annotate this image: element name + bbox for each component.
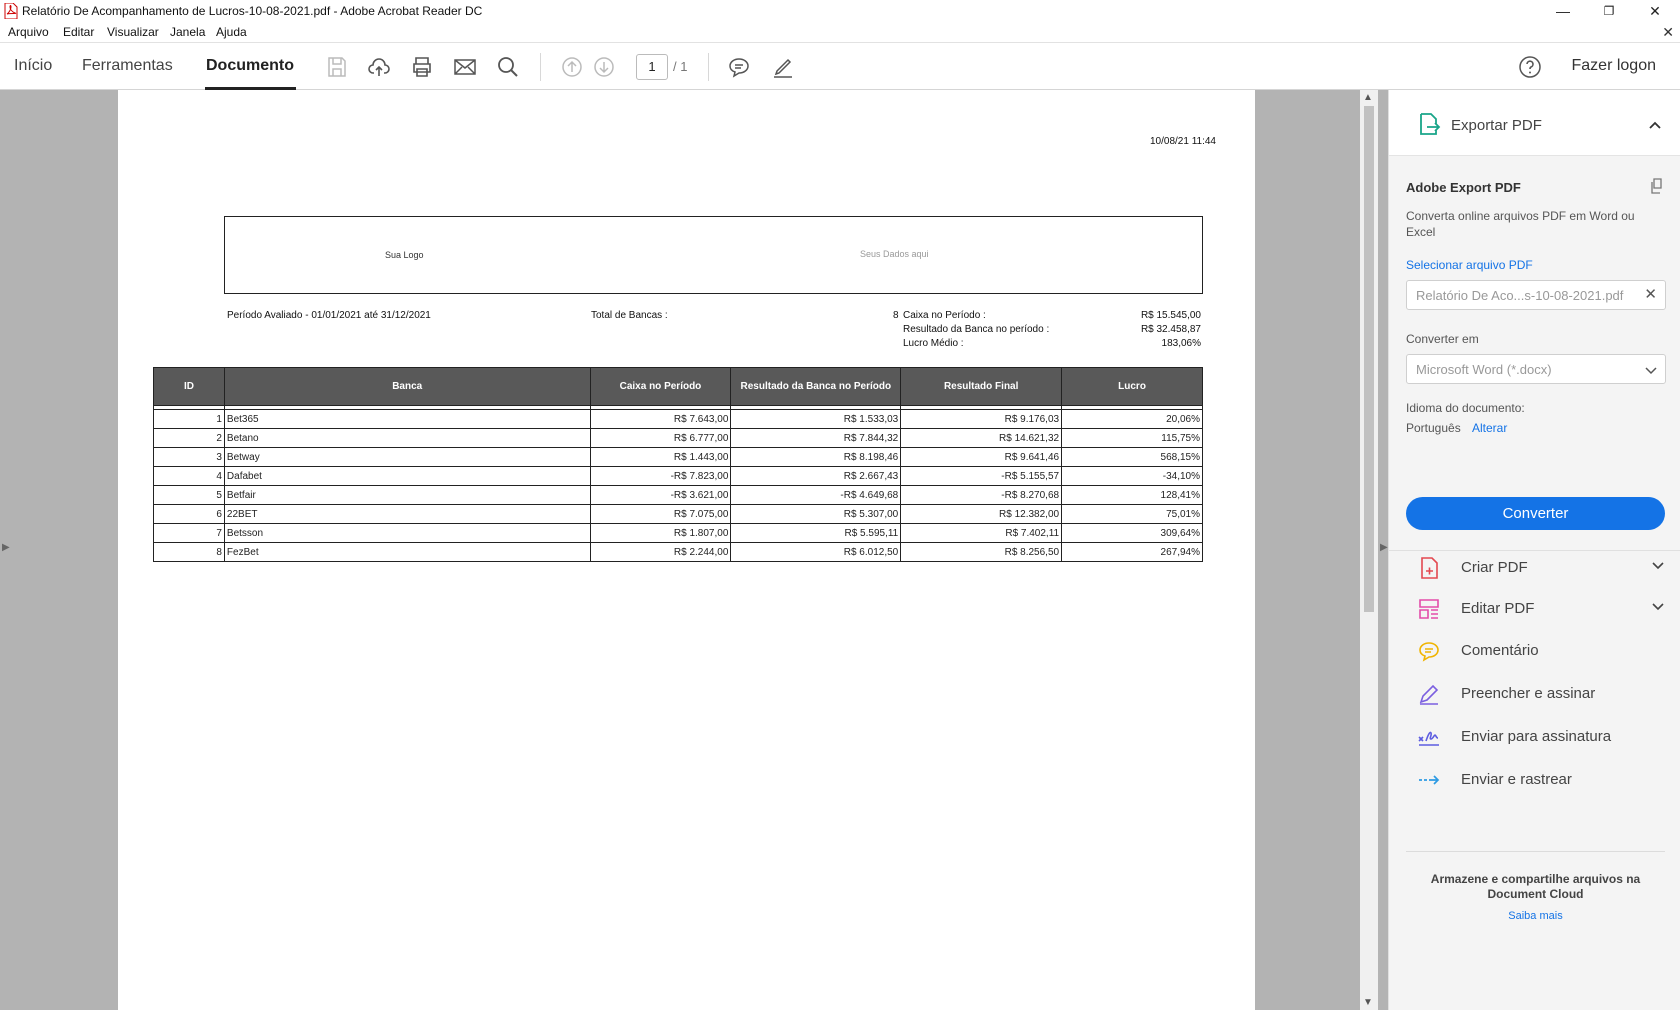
toolbar-separator xyxy=(540,53,541,81)
cell-banca: Betano xyxy=(224,429,590,448)
email-icon[interactable] xyxy=(453,55,477,79)
vertical-scrollbar[interactable] xyxy=(1360,90,1378,1010)
toolbar-separator xyxy=(708,53,709,81)
scroll-up-icon[interactable]: ▲ xyxy=(1363,92,1373,103)
select-file-link[interactable]: Selecionar arquivo PDF xyxy=(1406,258,1533,272)
tool-fill-sign[interactable] xyxy=(1417,678,1667,710)
left-panel-toggle-icon[interactable]: ▶ xyxy=(2,542,10,553)
right-panel-toggle-icon[interactable]: ▶ xyxy=(1380,542,1388,553)
toolbar xyxy=(0,42,1680,90)
cell-resultado-banca: R$ 5.595,11 xyxy=(731,524,901,543)
send-track-icon xyxy=(1417,768,1441,792)
document-viewport[interactable] xyxy=(0,90,1388,1010)
tab-ferramentas[interactable]: Ferramentas xyxy=(82,57,173,74)
cell-id: 7 xyxy=(154,524,225,543)
create-pdf-icon xyxy=(1417,556,1441,580)
cell-lucro: 568,15% xyxy=(1062,448,1203,467)
cell-lucro: 128,41% xyxy=(1062,486,1203,505)
cell-banca: Dafabet xyxy=(224,467,590,486)
cell-caixa: R$ 7.075,00 xyxy=(590,505,731,524)
cell-caixa: R$ 7.643,00 xyxy=(590,410,731,429)
previous-page-icon[interactable] xyxy=(560,55,584,79)
export-pdf-header[interactable] xyxy=(1389,90,1680,156)
cell-resultado-banca: R$ 8.198,46 xyxy=(731,448,901,467)
convert-format-value: Microsoft Word (*.docx) xyxy=(1416,362,1552,377)
menu-bar xyxy=(0,22,1680,42)
cell-lucro: 75,01% xyxy=(1062,505,1203,524)
search-icon[interactable] xyxy=(496,55,520,79)
next-page-icon[interactable] xyxy=(592,55,616,79)
cell-resultado-final: R$ 7.402,11 xyxy=(901,524,1062,543)
tool-create-pdf[interactable] xyxy=(1417,552,1667,584)
table-row xyxy=(154,448,1203,467)
cell-caixa: -R$ 7.823,00 xyxy=(590,467,731,486)
copy-files-icon[interactable] xyxy=(1649,178,1665,194)
pdf-page xyxy=(118,90,1255,1010)
cell-resultado-final: -R$ 5.155,57 xyxy=(901,467,1062,486)
tool-comment[interactable] xyxy=(1417,635,1667,667)
total-banks-value: 8 xyxy=(893,310,899,321)
save-icon[interactable] xyxy=(325,55,349,79)
logo-placeholder: Sua Logo xyxy=(385,250,424,260)
summary-label: Lucro Médio : xyxy=(903,338,964,349)
tool-send-signature[interactable] xyxy=(1417,721,1667,753)
column-header: ID xyxy=(154,368,225,406)
selected-file-field[interactable] xyxy=(1406,280,1666,310)
cell-caixa: R$ 1.807,00 xyxy=(590,524,731,543)
document-language-label: Idioma do documento: xyxy=(1406,401,1525,415)
convert-to-label: Converter em xyxy=(1406,332,1479,346)
cell-caixa: -R$ 3.621,00 xyxy=(590,486,731,505)
cell-lucro: 115,75% xyxy=(1062,429,1203,448)
total-banks-label: Total de Bancas : xyxy=(591,310,668,321)
cell-resultado-banca: R$ 2.667,43 xyxy=(731,467,901,486)
menu-editar[interactable]: Editar xyxy=(63,25,95,39)
cell-resultado-final: R$ 14.621,32 xyxy=(901,429,1062,448)
cell-banca: Betfair xyxy=(224,486,590,505)
chevron-down-icon[interactable] xyxy=(1651,600,1665,614)
cell-id: 6 xyxy=(154,505,225,524)
cell-resultado-banca: R$ 5.307,00 xyxy=(731,505,901,524)
minimize-button[interactable]: — xyxy=(1556,3,1570,19)
tab-inicio[interactable]: Início xyxy=(14,57,53,74)
cell-resultado-final: R$ 12.382,00 xyxy=(901,505,1062,524)
table-header-row xyxy=(154,368,1203,406)
cell-lucro: 20,06% xyxy=(1062,410,1203,429)
tool-edit-pdf[interactable] xyxy=(1417,593,1667,625)
cell-id: 3 xyxy=(154,448,225,467)
cell-banca: Betsson xyxy=(224,524,590,543)
restore-button[interactable]: ❐ xyxy=(1603,4,1615,18)
report-timestamp: 10/08/21 11:44 xyxy=(1150,136,1216,147)
cell-resultado-final: R$ 9.176,03 xyxy=(901,410,1062,429)
print-icon[interactable] xyxy=(410,55,434,79)
period-label: Período Avaliado - 01/01/2021 até 31/12/2021 xyxy=(227,310,431,321)
chevron-up-icon[interactable] xyxy=(1648,118,1662,132)
cell-id: 1 xyxy=(154,410,225,429)
table-row xyxy=(154,505,1203,524)
convert-button[interactable]: Converter xyxy=(1406,497,1665,530)
page-number-input[interactable]: 1 xyxy=(636,54,668,80)
title-bar xyxy=(0,0,1680,22)
menu-visualizar[interactable]: Visualizar xyxy=(107,25,159,39)
column-header: Lucro xyxy=(1062,368,1203,406)
tab-documento[interactable]: Documento xyxy=(206,57,294,74)
window-title: Relatório De Acompanhamento de Lucros-10-08-2021.pdf - Adobe Acrobat Reader DC xyxy=(22,4,483,18)
tool-label: Comentário xyxy=(1461,642,1539,659)
table-row xyxy=(154,524,1203,543)
cell-caixa: R$ 6.777,00 xyxy=(590,429,731,448)
pdf-file-icon xyxy=(4,3,18,19)
export-pdf-title: Exportar PDF xyxy=(1451,117,1542,134)
menu-ajuda[interactable]: Ajuda xyxy=(216,25,247,39)
fill-sign-icon xyxy=(1417,682,1441,706)
edit-pdf-icon xyxy=(1417,597,1441,621)
highlight-pen-icon[interactable] xyxy=(771,55,795,79)
cell-resultado-banca: R$ 1.533,03 xyxy=(731,410,901,429)
table-row xyxy=(154,410,1203,429)
document-language-value: Português xyxy=(1406,421,1461,435)
cell-banca: Bet365 xyxy=(224,410,590,429)
cell-resultado-banca: R$ 7.844,32 xyxy=(731,429,901,448)
document-cloud-promo: Armazene e compartilhe arquivos na Document Cloud xyxy=(1430,872,1641,901)
convert-format-select[interactable] xyxy=(1406,354,1666,384)
clear-file-icon[interactable]: ✕ xyxy=(1644,286,1657,303)
comment-icon xyxy=(1417,639,1441,663)
menu-arquivo[interactable]: Arquivo xyxy=(8,25,49,39)
summary-label: Resultado da Banca no período : xyxy=(903,324,1050,335)
table-row xyxy=(154,467,1203,486)
cell-resultado-banca: R$ 6.012,50 xyxy=(731,543,901,562)
page-total: / 1 xyxy=(673,59,688,74)
cell-caixa: R$ 1.443,00 xyxy=(590,448,731,467)
cell-lucro: 309,64% xyxy=(1062,524,1203,543)
column-header: Resultado Final xyxy=(901,368,1062,406)
table-row xyxy=(154,429,1203,448)
send-signature-icon xyxy=(1417,725,1441,749)
export-description: Converta online arquivos PDF em Word ou Excel xyxy=(1406,209,1635,239)
banks-table xyxy=(153,367,1203,562)
tool-send-track[interactable] xyxy=(1417,764,1667,796)
menu-janela[interactable]: Janela xyxy=(170,25,206,39)
data-placeholder: Seus Dados aqui xyxy=(860,249,929,259)
comment-icon[interactable] xyxy=(727,55,751,79)
export-pdf-icon xyxy=(1417,112,1441,136)
tool-label: Editar PDF xyxy=(1461,600,1535,617)
export-heading: Adobe Export PDF xyxy=(1406,180,1521,195)
column-header: Banca xyxy=(224,368,590,406)
tool-label: Enviar e rastrear xyxy=(1461,771,1572,788)
header-box xyxy=(224,216,1203,294)
summary-value: 183,06% xyxy=(1161,338,1201,349)
column-header: Caixa no Período xyxy=(590,368,731,406)
chevron-down-icon[interactable] xyxy=(1651,559,1665,573)
summary-label: Caixa no Período : xyxy=(903,310,986,321)
cell-resultado-final: R$ 8.256,50 xyxy=(901,543,1062,562)
tool-label: Preencher e assinar xyxy=(1461,685,1596,702)
close-document-button[interactable]: ✕ xyxy=(1662,24,1674,40)
chevron-down-icon xyxy=(1645,364,1657,376)
cell-resultado-final: R$ 9.641,46 xyxy=(901,448,1062,467)
cell-lucro: -34,10% xyxy=(1062,467,1203,486)
scroll-thumb[interactable] xyxy=(1364,106,1374,612)
cell-id: 2 xyxy=(154,429,225,448)
cell-id: 8 xyxy=(154,543,225,562)
close-window-button[interactable]: ✕ xyxy=(1649,2,1661,19)
change-language-link[interactable]: Alterar xyxy=(1472,421,1508,435)
footer-divider xyxy=(1406,851,1665,852)
learn-more-link[interactable]: Saiba mais xyxy=(1508,910,1563,922)
cell-lucro: 267,94% xyxy=(1062,543,1203,562)
summary-value: R$ 32.458,87 xyxy=(1140,324,1201,335)
cell-resultado-banca: -R$ 4.649,68 xyxy=(731,486,901,505)
cloud-upload-icon[interactable] xyxy=(367,55,391,79)
help-icon[interactable] xyxy=(1518,55,1542,79)
cell-banca: 22BET xyxy=(224,505,590,524)
tool-label: Enviar para assinatura xyxy=(1461,728,1612,745)
scroll-down-icon[interactable]: ▼ xyxy=(1363,997,1373,1008)
cell-resultado-final: -R$ 8.270,68 xyxy=(901,486,1062,505)
tool-label: Criar PDF xyxy=(1461,559,1528,576)
cell-id: 5 xyxy=(154,486,225,505)
table-row xyxy=(154,486,1203,505)
right-tools-panel xyxy=(1388,90,1680,1010)
cell-caixa: R$ 2.244,00 xyxy=(590,543,731,562)
selected-file-name: Relatório De Aco...s-10-08-2021.pdf xyxy=(1416,288,1624,303)
column-header: Resultado da Banca no Período xyxy=(731,368,901,406)
sign-in-link[interactable]: Fazer logon xyxy=(1571,57,1656,74)
table-row xyxy=(154,543,1203,562)
cell-banca: FezBet xyxy=(224,543,590,562)
cell-id: 4 xyxy=(154,467,225,486)
panel-divider xyxy=(1389,550,1680,551)
summary-value: R$ 15.545,00 xyxy=(1140,310,1201,321)
cell-banca: Betway xyxy=(224,448,590,467)
